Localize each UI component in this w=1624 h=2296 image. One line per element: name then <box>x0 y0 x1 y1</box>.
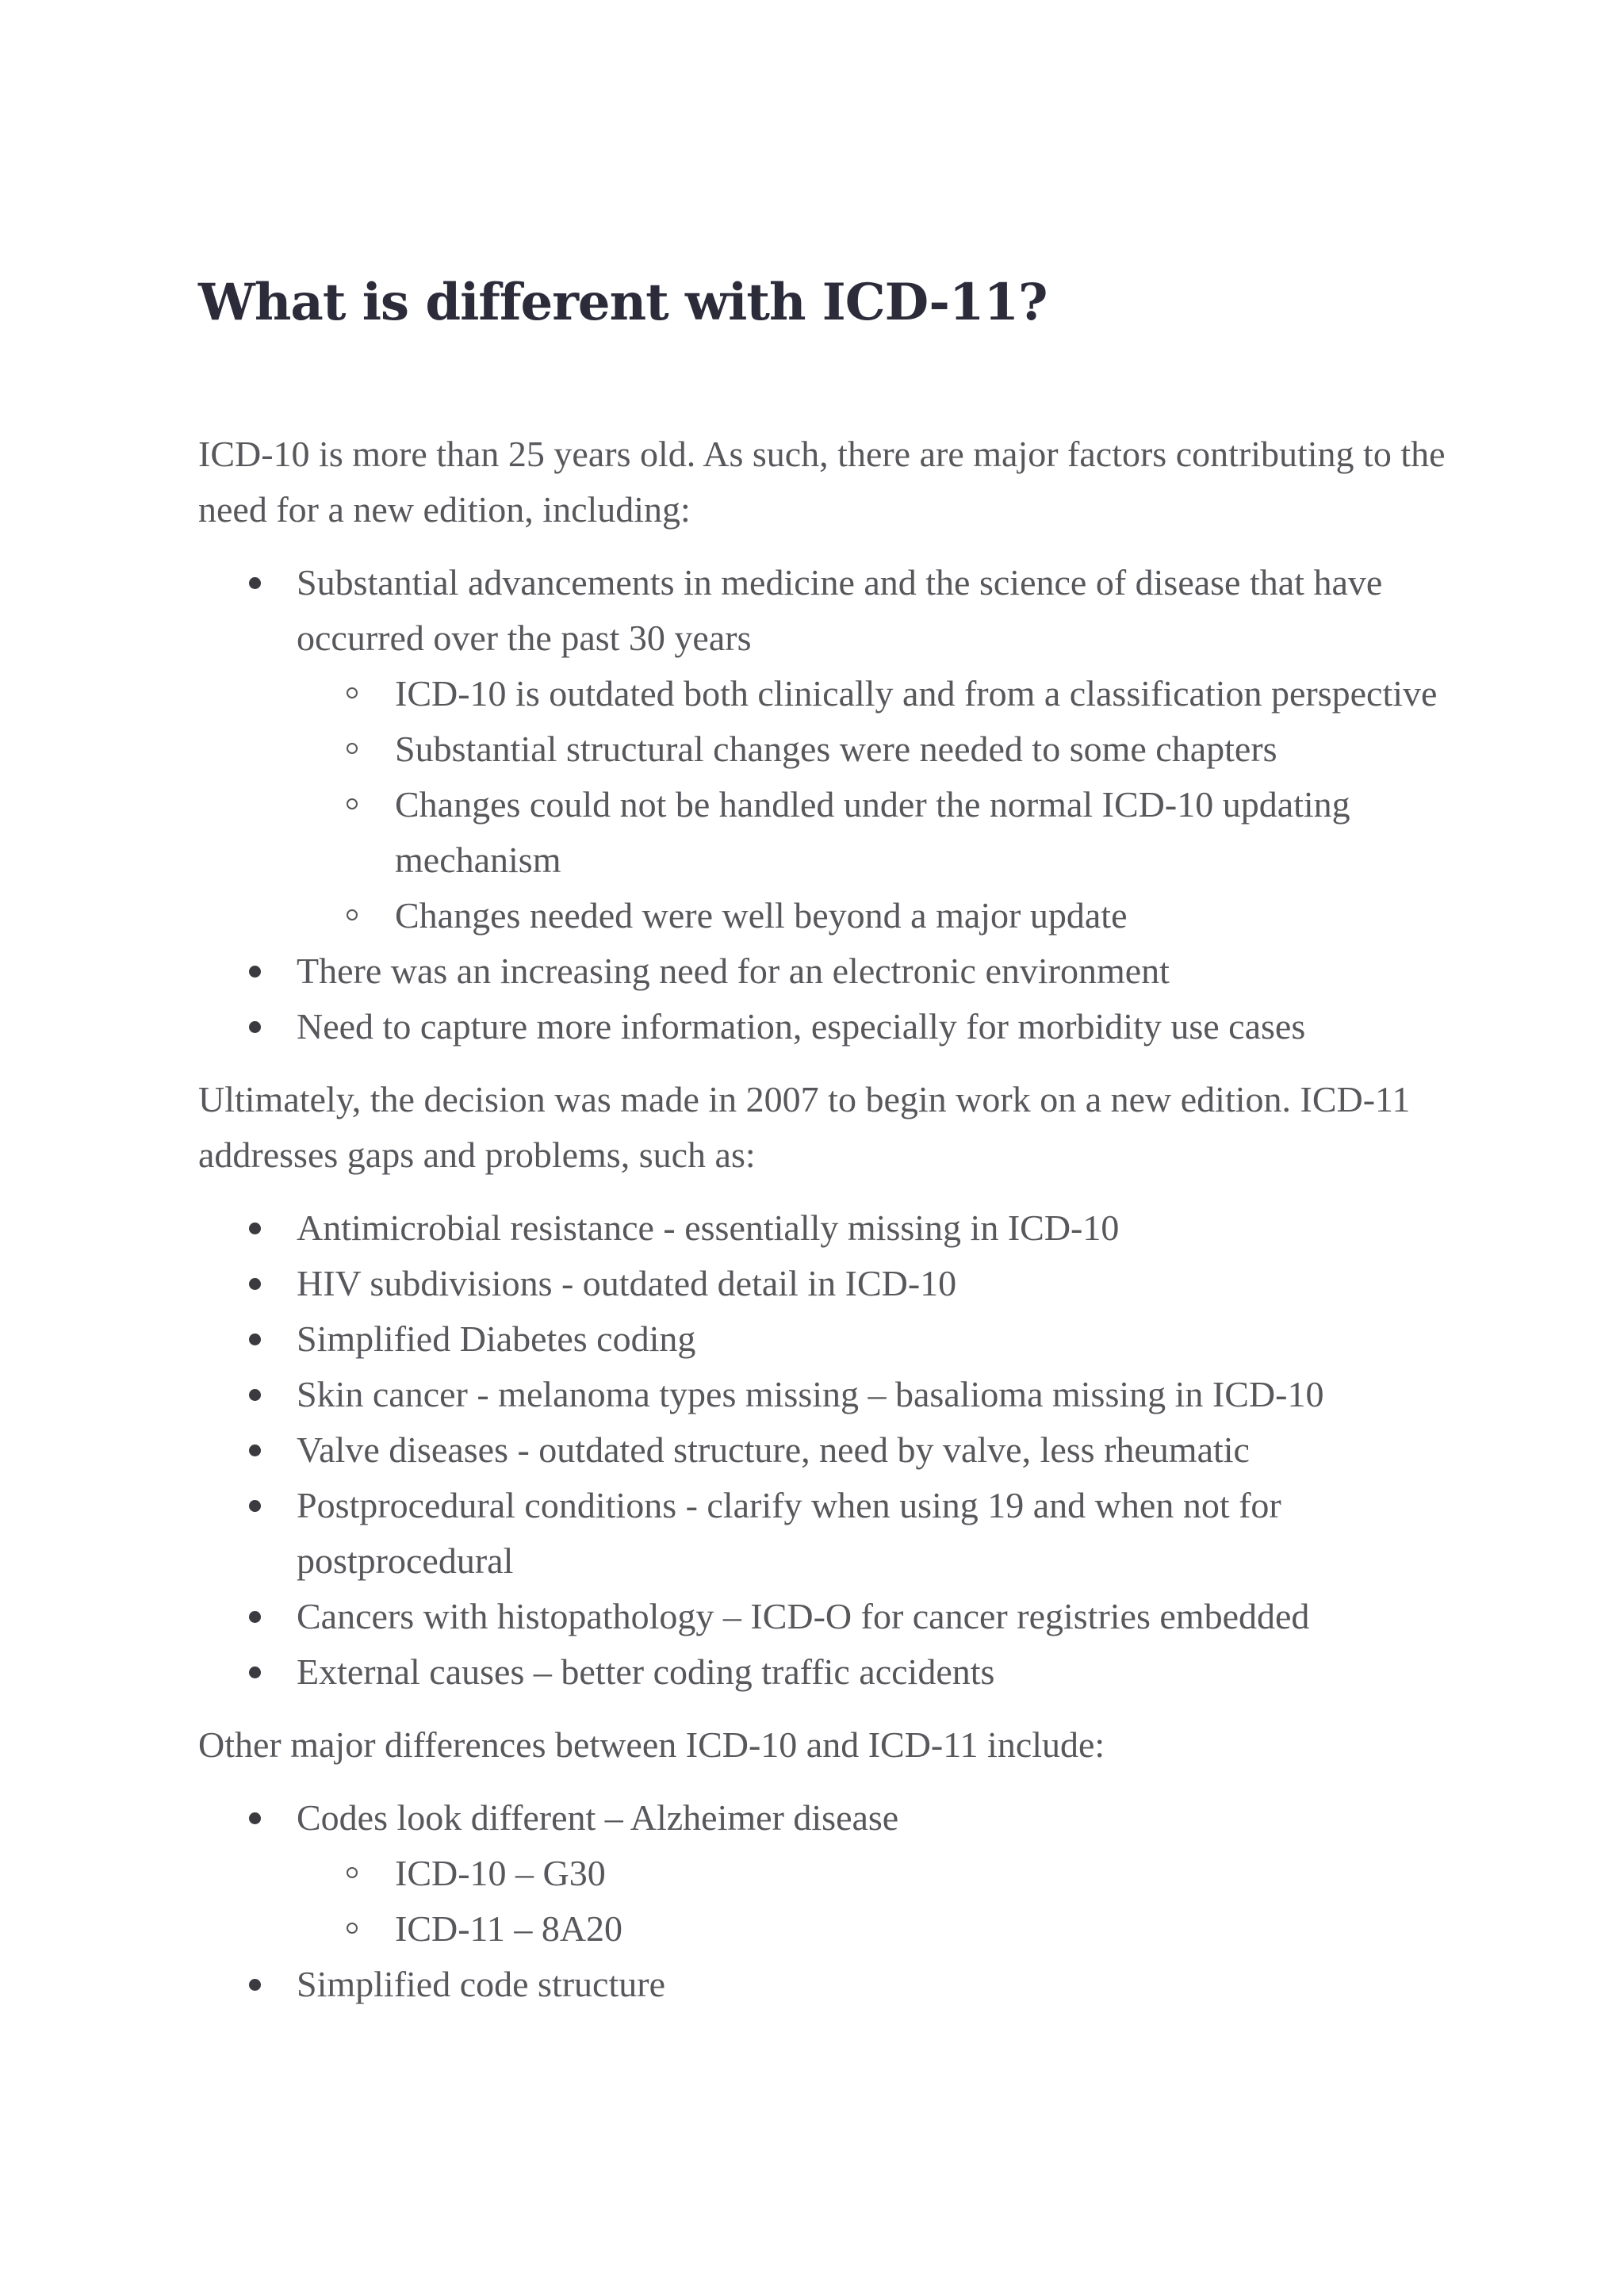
bullet-icon <box>249 1500 261 1512</box>
bullet-icon <box>249 1667 261 1678</box>
sub-list-item-text: Substantial structural changes were needed to some chapters <box>395 729 1277 769</box>
list-item <box>198 1478 1451 1589</box>
list-item <box>198 999 1451 1054</box>
list-item-text: There was an increasing need for an electronic environment <box>297 951 1170 991</box>
hollow-bullet-icon <box>347 798 358 809</box>
list-item-text: Antimicrobial resistance - essentially missing in ICD-10 <box>297 1207 1120 1248</box>
intro-paragraph: ICD-10 is more than 25 years old. As such, there are major factors contributing to the need for a new edition, including: <box>198 434 1446 530</box>
list-item-text: Need to capture more information, especially for morbidity use cases <box>297 1006 1306 1047</box>
hollow-bullet-icon <box>347 1923 358 1934</box>
bullet-icon <box>249 1389 261 1401</box>
document-body <box>198 270 1451 2012</box>
gaps-list <box>198 1200 1451 1700</box>
hollow-bullet-icon <box>347 909 358 920</box>
list-item-text: Postprocedural conditions - clarify when using 19 and when not for postprocedural <box>297 1485 1281 1581</box>
sub-list-item-text: ICD-10 – G30 <box>395 1853 606 1893</box>
list-item <box>198 1256 1451 1311</box>
bullet-icon <box>249 1979 261 1991</box>
differences-list <box>198 1790 1451 2012</box>
sub-list-item-text: ICD-10 is outdated both clinically and from a classification perspective <box>395 673 1438 714</box>
list-item-text: External causes – better coding traffic accidents <box>297 1651 995 1692</box>
bullet-icon <box>249 1611 261 1623</box>
hollow-bullet-icon <box>347 743 358 754</box>
bullet-icon <box>249 1445 261 1456</box>
bullet-icon <box>249 1021 261 1033</box>
list-item-text: Simplified code structure <box>297 1964 665 2004</box>
list-item <box>198 555 1451 943</box>
bullet-icon <box>249 1334 261 1345</box>
list-item <box>198 1644 1451 1700</box>
sub-list <box>297 1846 1451 1957</box>
sub-list-item <box>297 666 1451 721</box>
list-item-text: Cancers with histopathology – ICD-O for cancer registries embedded <box>297 1596 1310 1636</box>
list-item-text: Substantial advancements in medicine and the science of disease that have occurred over the past 30 years <box>297 562 1383 658</box>
list-item-text: Skin cancer - melanoma types missing – basalioma missing in ICD-10 <box>297 1374 1324 1414</box>
sub-list-item <box>297 777 1451 888</box>
sub-list-item <box>297 1846 1451 1901</box>
list-item-text: HIV subdivisions - outdated detail in ICD-10 <box>297 1263 957 1303</box>
list-item <box>198 1311 1451 1367</box>
bullet-icon <box>249 966 261 978</box>
list-item <box>198 1367 1451 1422</box>
list-item <box>198 1422 1451 1478</box>
sub-list-item <box>297 1901 1451 1957</box>
list-item <box>198 1200 1451 1256</box>
sub-list-item-text: Changes could not be handled under the normal ICD-10 updating mechanism <box>395 784 1350 880</box>
page-title: What is different with ICD-11? <box>198 273 1048 332</box>
bullet-icon <box>249 577 261 589</box>
bullet-icon <box>249 1812 261 1824</box>
sub-list-item <box>297 721 1451 777</box>
hollow-bullet-icon <box>347 687 358 698</box>
sub-list-item <box>297 888 1451 943</box>
sub-list-item-text: ICD-11 – 8A20 <box>395 1908 623 1949</box>
list-item-text: Valve diseases - outdated structure, need by valve, less rheumatic <box>297 1429 1250 1470</box>
list-item-text: Simplified Diabetes coding <box>297 1318 696 1359</box>
bullet-icon <box>249 1223 261 1234</box>
list-item <box>198 943 1451 999</box>
factors-list <box>198 555 1451 1054</box>
sub-list-item-text: Changes needed were well beyond a major update <box>395 895 1128 936</box>
list-item <box>198 1790 1451 1957</box>
other-differences-paragraph: Other major differences between ICD-10 and ICD-11 include: <box>198 1724 1105 1765</box>
sub-list <box>297 666 1451 943</box>
bullet-icon <box>249 1278 261 1290</box>
hollow-bullet-icon <box>347 1867 358 1878</box>
decision-paragraph: Ultimately, the decision was made in 2007 to begin work on a new edition. ICD-11 addresses gaps and problems, such as: <box>198 1079 1411 1175</box>
list-item <box>198 1957 1451 2012</box>
list-item <box>198 1589 1451 1644</box>
list-item-text: Codes look different – Alzheimer disease <box>297 1797 899 1838</box>
